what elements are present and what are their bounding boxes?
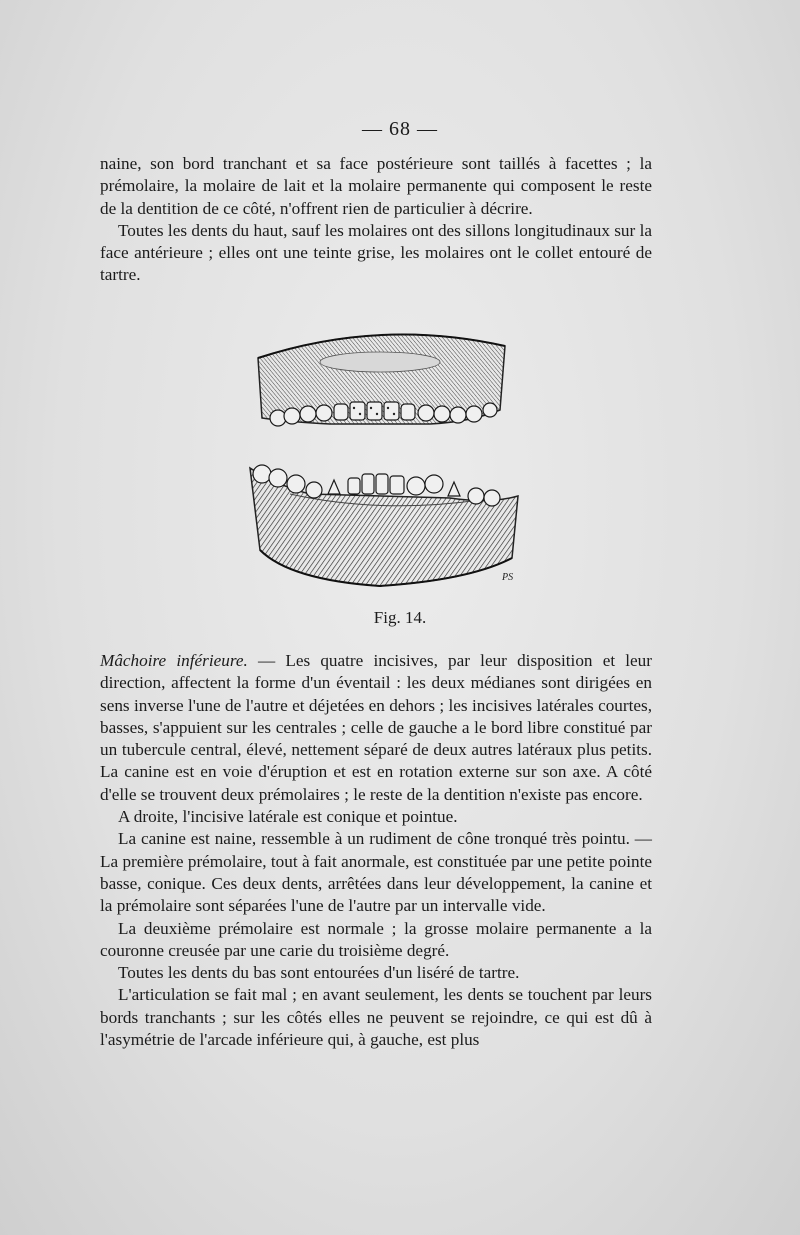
dental-arches-figure xyxy=(230,318,530,608)
section-title: Mâchoire inférieure. xyxy=(100,651,248,670)
paragraph-articulation: L'articulation se fait mal ; en avant seulement, les dents se touchent par leurs bords tranchants ; sur les côtés elles ne peuvent se rejoindre, ce qui est dû à l'asymétrie de l'arcade inférieure qui, à gauche, est plus xyxy=(100,985,652,1050)
paragraph-premolar: La deuxième prémolaire est normale ; la grosse molaire permanente a la couronne creusée par une carie du troisième degré. xyxy=(100,918,652,960)
upper-jaw xyxy=(258,334,505,426)
paragraph-1: naine, son bord tranchant et sa face postérieure sont taillés à facettes ; la prémolaire, la molaire de lait et la molaire permanente qui composent le reste de la dentition de ce côté, n'offrent rien de particulier à décrire. xyxy=(100,154,652,218)
top-text-block xyxy=(100,153,652,287)
figure-caption: Fig. 14. xyxy=(373,608,427,627)
paragraph-canine: La canine est naine, ressemble à un rudiment de cône tronqué très pointu. — La première prémolaire, tout à fait anormale, est constituée par une petite pointe basse, conique. Ces deux dents, arrêtées dans leur développement, la canine et la prémolaire sont séparées l'une de l'autre par un intervalle vide. xyxy=(100,829,652,916)
section-paragraph xyxy=(100,650,652,806)
page-number: — 68 — xyxy=(362,118,438,140)
paragraph-right-incisor: A droite, l'incisive latérale est conique et pointue. xyxy=(118,807,458,827)
bottom-text-block xyxy=(100,650,652,1051)
engraver-signature: PS xyxy=(502,572,514,583)
section-intro: — Les quatre incisives, par leur disposition et leur direction, affectent la forme d'un éventail : les deux médianes sont dirigées en sens inverse l'une de l'autre et déjetées en dehors ; les incisives latérales courtes, basses, s'appuient sur les centrales ; celle de gauche a le bord libre constitué par un tubercule central, élevé, nettement séparé de deux autres latéraux plus petits. La canine est en voie d'éruption et est en rotation externe sur son axe. A côté d'elle se trouvent deux prémolaires ; le reste de la dentition n'existe pas encore. xyxy=(100,651,652,804)
dental-arches-engraving xyxy=(230,318,530,608)
paragraph-2: Toutes les dents du haut, sauf les molaires ont des sillons longitudinaux sur la face antérieure ; elles ont une teinte grise, les molaires ont le collet entouré de tartre. xyxy=(100,220,652,285)
paragraph-tartar: Toutes les dents du bas sont entourées d'un liséré de tartre. xyxy=(118,963,520,983)
lower-jaw xyxy=(250,465,518,586)
